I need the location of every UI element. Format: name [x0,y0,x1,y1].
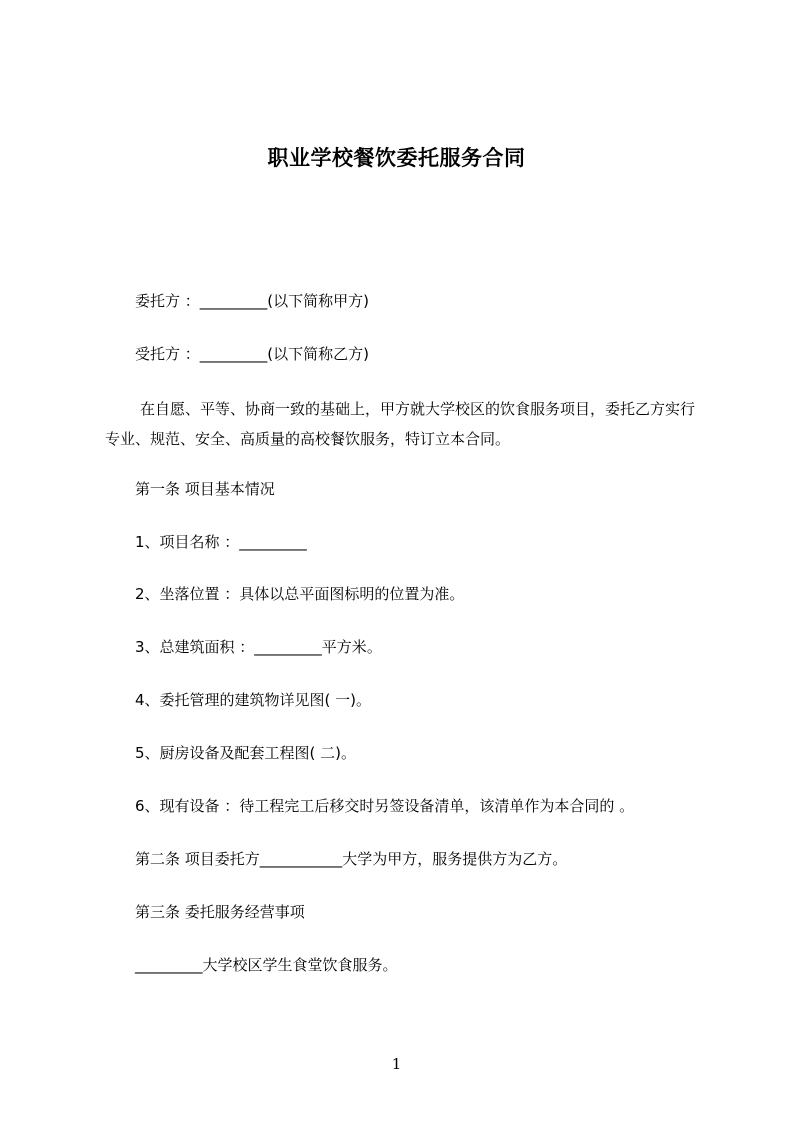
document-title: 职业学校餐饮委托服务合同 [267,146,526,170]
client-party-line: 委托方 ：_________(以下简称甲方) [135,292,369,310]
preamble-paragraph: 在自愿、平等、协商一致的基础上，甲方就大学校区的饮食服务项目，委托乙方实行专业、规范、安全、高质量的高校餐饮服务，特订立本合同。 [105,400,696,448]
article-1-heading: 第一条 项目基本情况 [135,480,275,498]
contractor-party-line: 受托方 ：_________(以下简称乙方) [135,345,369,363]
article-1-item-4: 4、委托管理的建筑物详见图( 一)。 [135,691,372,709]
article-3-heading: 第三条 委托服务经营事项 [135,903,305,921]
article-1-item-3: 3、总建筑面积 ：_________平方米。 [135,638,382,656]
article-1-item-2: 2、坐落位置 ：具体以总平面图标明的位置为准。 [135,585,465,603]
article-3-body: _________大学校区学生食堂饮食服务。 [135,956,398,974]
article-2-text: 第二条 项目委托方___________大学为甲方，服务提供方为乙方。 [135,850,568,868]
article-1-item-6: 6、现有设备 ：待工程完工后移交时另签设备清单，该清单作为本合同的 。 [135,797,635,815]
article-1-item-5: 5、厨房设备及配套工程图( 二)。 [135,744,357,762]
page-number: 1 [391,1055,402,1073]
article-1-item-1: 1、项目名称 ：_________ [135,533,307,551]
